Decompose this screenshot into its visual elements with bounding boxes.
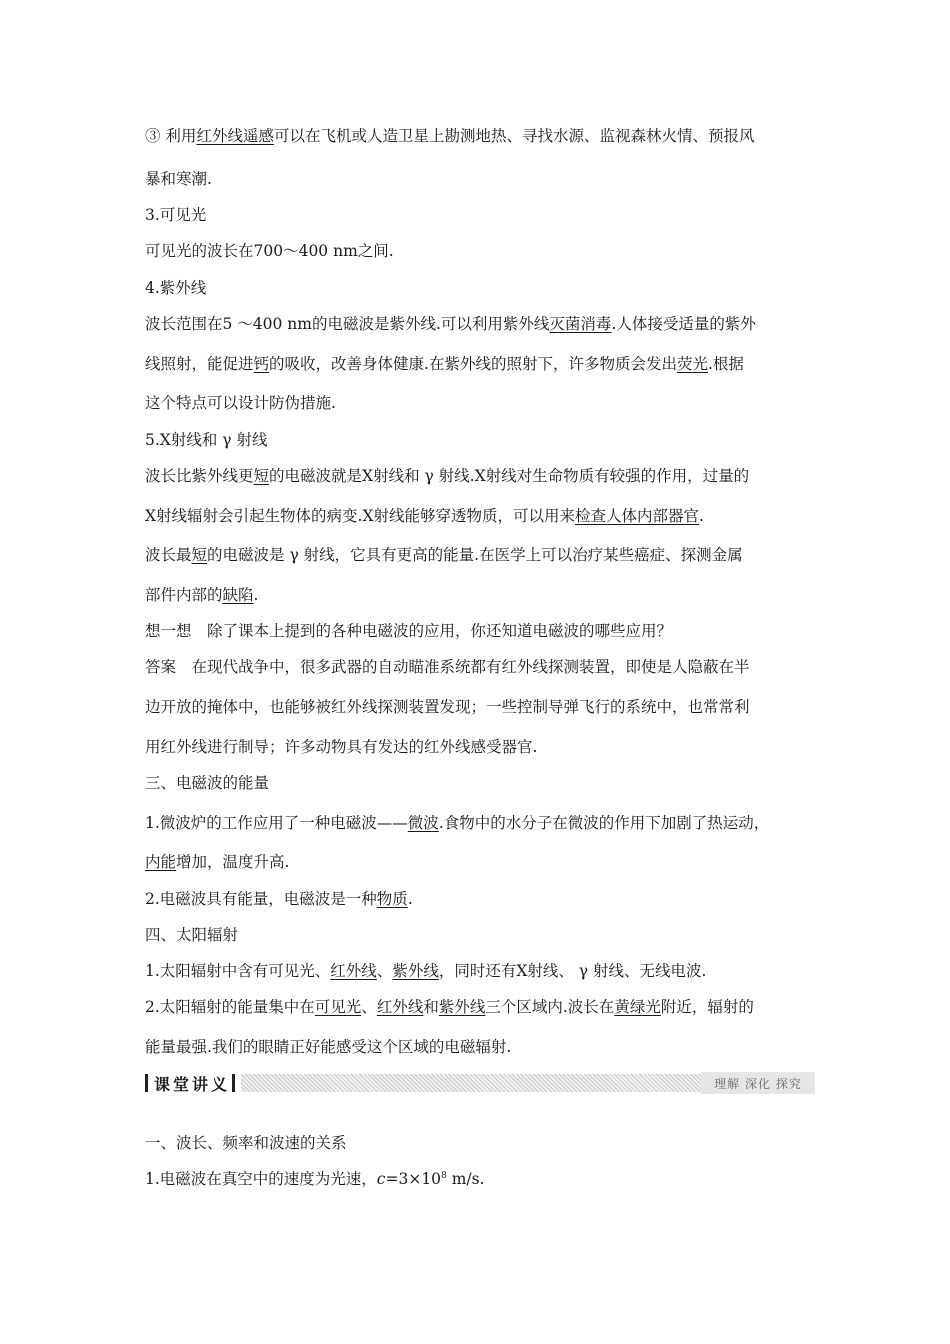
section-heading xyxy=(145,773,269,793)
banner-tagline: 理解 深化 探究 xyxy=(701,1072,815,1094)
text: 三、电磁波的能量 xyxy=(145,774,270,792)
text: 边开放的掩体中，也能够被红外线探测装置发现；一些控制导弹飞行的系统中，也常常利 xyxy=(145,698,750,716)
text: 这个特点可以设计防伪措施. xyxy=(145,394,336,412)
text: .食物中的水分子在微波的作用下加剧了热运动， xyxy=(438,814,770,832)
underlined-answer: 紫外线 xyxy=(392,962,439,980)
text: 1.微波炉的工作应用了一种电磁波—— xyxy=(145,814,408,832)
banner-bar-left xyxy=(145,1074,148,1092)
text: 5.X射线和 γ 射线 xyxy=(145,431,268,449)
text: 波长最 xyxy=(145,546,192,564)
paragraph-line xyxy=(145,852,289,872)
text: 4.紫外线 xyxy=(145,279,207,297)
underlined-answer: 检查人体内部器官 xyxy=(575,507,700,525)
text: .根据 xyxy=(707,355,744,373)
underlined-answer: 短 xyxy=(253,467,270,485)
text: 可以在飞机或人造卫星上勘测地热、寻找水源、监视森林火情、预报风 xyxy=(273,127,755,145)
text: X射线辐射会引起生物体的病变.X射线能够穿透物质，可以用来 xyxy=(145,507,575,525)
think-question xyxy=(145,621,672,641)
underlined-answer: 红外线遥感 xyxy=(196,127,274,145)
text: 的吸收，改善身体健康.在紫外线的照射下，许多物质会发出 xyxy=(269,355,677,373)
paragraph-line xyxy=(145,466,749,486)
paragraph-line xyxy=(145,1169,485,1189)
banner-pattern xyxy=(241,1074,701,1092)
answer-line xyxy=(145,737,537,757)
exponent: 8 xyxy=(441,1171,447,1181)
text: 三个区域内.波长在 xyxy=(485,998,615,1016)
text: 附近，辐射的 xyxy=(660,998,754,1016)
underlined-answer: 灭菌消毒 xyxy=(549,315,612,333)
text: 波长比紫外线更 xyxy=(145,467,254,485)
text: 能量最强.我们的眼睛正好能感受这个区域的电磁辐射. xyxy=(145,1038,512,1056)
paragraph-line xyxy=(145,889,413,909)
underlined-answer: 短 xyxy=(191,546,208,564)
text: 四、太阳辐射 xyxy=(145,926,239,944)
underlined-answer: 内能 xyxy=(145,853,177,871)
underlined-answer: 缺陷 xyxy=(222,586,254,604)
paragraph-line xyxy=(145,393,336,413)
paragraph-line xyxy=(145,506,704,526)
paragraph-line xyxy=(145,1037,511,1057)
underlined-answer: 红外线 xyxy=(330,962,377,980)
banner-bar-right xyxy=(232,1074,235,1092)
text: 增加，温度升高. xyxy=(176,853,290,871)
text: . xyxy=(699,507,704,525)
text: m/s. xyxy=(446,1170,485,1188)
paragraph-line xyxy=(145,126,754,146)
underlined-answer: 黄绿光 xyxy=(614,998,661,1016)
text: 暴和寒潮. xyxy=(145,170,212,188)
paragraph-line xyxy=(145,545,743,565)
text: 可见光的波长在700～400 nm之间. xyxy=(145,242,394,260)
text: ③ 利用 xyxy=(145,127,197,145)
underlined-answer: 荧光 xyxy=(676,355,708,373)
underlined-answer: 物质 xyxy=(376,890,408,908)
text: 、 xyxy=(376,962,393,980)
section-heading xyxy=(145,925,238,945)
text: 想一想 除了课本上提到的各种电磁波的应用，你还知道电磁波的哪些应用？ xyxy=(145,622,673,640)
answer-line xyxy=(145,697,750,717)
underlined-answer: 钙 xyxy=(253,355,270,373)
text: 波长范围在5 ～400 nm的电磁波是紫外线.可以利用紫外线 xyxy=(145,315,550,333)
paragraph-line xyxy=(145,813,769,833)
text: 答案 在现代战争中，很多武器的自动瞄准系统都有红外线探测装置，即使是人隐蔽在半 xyxy=(145,658,750,676)
text: .人体接受适量的紫外 xyxy=(611,315,756,333)
paragraph-line xyxy=(145,585,258,605)
text: 2.电磁波具有能量，电磁波是一种 xyxy=(145,890,377,908)
text: 3.可见光 xyxy=(145,206,207,224)
text: 和 xyxy=(423,998,439,1016)
text: 的电磁波是 γ 射线，它具有更高的能量.在医学上可以治疗某些癌症、探测金属 xyxy=(207,546,743,564)
variable-c: c xyxy=(376,1170,386,1188)
text: . xyxy=(253,586,259,604)
section-heading xyxy=(145,430,267,450)
text: 2.太阳辐射的能量集中在 xyxy=(145,998,315,1016)
text: . xyxy=(407,890,413,908)
text: ，同时还有X射线、 γ 射线、无线电波. xyxy=(438,962,707,980)
text: 用红外线进行制导；许多动物具有发达的红外线感受器官. xyxy=(145,738,538,756)
section-heading xyxy=(145,1133,347,1153)
underlined-answer: 微波 xyxy=(407,814,439,832)
text: 一、波长、频率和波速的关系 xyxy=(145,1134,347,1152)
underlined-answer: 可见光 xyxy=(314,998,362,1016)
paragraph-line xyxy=(145,997,754,1017)
paragraph-line xyxy=(145,354,744,374)
text: 的电磁波就是X射线和 γ 射线.X射线对生命物质有较强的作用，过量的 xyxy=(269,467,750,485)
text: 部件内部的 xyxy=(145,586,223,604)
banner-title-text: 课堂讲义 xyxy=(154,1074,231,1094)
banner-title xyxy=(145,1072,235,1094)
text: 1.电磁波在真空中的速度为光速， xyxy=(145,1170,377,1188)
paragraph-line xyxy=(145,169,212,189)
text: 、 xyxy=(361,998,377,1016)
section-banner xyxy=(145,1072,815,1094)
underlined-answer: 红外线 xyxy=(376,998,424,1016)
text: 线照射，能促进 xyxy=(145,355,254,373)
text: =3×10 xyxy=(385,1170,442,1188)
section-heading xyxy=(145,205,206,225)
paragraph-line xyxy=(145,241,394,261)
text: 1.太阳辐射中含有可见光、 xyxy=(145,962,331,980)
answer-line xyxy=(145,657,750,677)
underlined-answer: 紫外线 xyxy=(438,998,486,1016)
section-heading xyxy=(145,278,206,298)
paragraph-line xyxy=(145,961,706,981)
paragraph-line xyxy=(145,314,756,334)
